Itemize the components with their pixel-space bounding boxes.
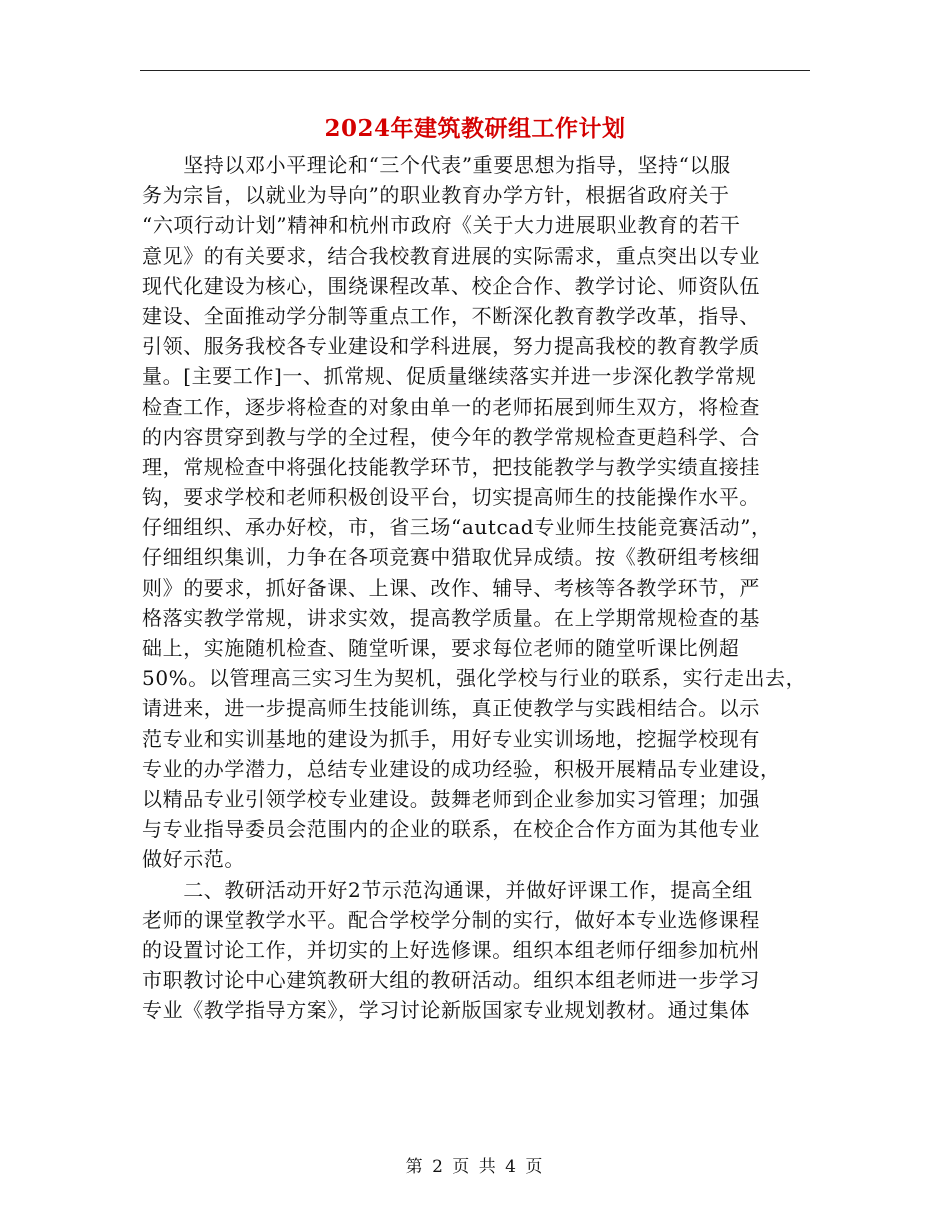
body-line: 以精品专业引领学校专业建设。鼓舞老师到企业参加实习管理；加强	[142, 786, 760, 811]
body-line: 的设置讨论工作，并切实的上好选修课。组织本组老师仔细参加杭州	[142, 937, 760, 962]
body-line: 检查工作，逐步将检查的对象由单一的老师拓展到师生双方，将检查	[142, 394, 760, 419]
body-line: 市职教讨论中心建筑教研大组的教研活动。组织本组老师进一步学习	[142, 968, 760, 993]
body-line: 务为宗旨，以就业为导向”的职业教育办学方针，根据省政府关于	[142, 183, 730, 208]
page-number-footer: 第 2 页 共 4 页	[405, 1157, 545, 1177]
body-line: 二、教研活动开好2节示范沟通课，并做好评课工作，提高全组	[142, 877, 753, 902]
document-title: 2024年建筑教研组工作计划	[324, 115, 626, 142]
body-line: 础上，实施随机检查、随堂听课，要求每位老师的随堂听课比例超	[142, 636, 740, 660]
body-line: 专业《教学指导方案》，学习讨论新版国家专业规划教材。通过集体	[142, 998, 750, 1023]
header-rule	[140, 70, 810, 71]
body-line: 仔细组织、承办好校，市，省三场“autcad专业师生技能竞赛活动”，	[142, 515, 772, 540]
body-line: 引领、服务我校各专业建设和学科进展，努力提高我校的教育教学质	[142, 334, 760, 359]
body-line: 则》的要求，抓好备课、上课、改作、辅导、考核等各教学环节，严	[142, 575, 760, 600]
body-line: 请进来，进一步提高师生技能训练，真正使教学与实践相结合。以示	[142, 696, 760, 721]
body-line: 格落实教学常规，讲求实效，提高教学质量。在上学期常规检查的基	[142, 605, 760, 630]
body-line: 坚持以邓小平理论和“三个代表”重要思想为指导，坚持“以服	[142, 153, 731, 177]
body-line: 钩，要求学校和老师积极创设平台，切实提高师生的技能操作水平。	[142, 485, 760, 510]
document-body	[142, 150, 822, 1025]
body-line: 意见》的有关要求，结合我校教育进展的实际需求，重点突出以专业	[142, 243, 760, 268]
body-line: 老师的课堂教学水平。配合学校学分制的实行，做好本专业选修课程	[142, 907, 760, 932]
body-line: 的内容贯穿到教与学的全过程，使今年的教学常规检查更趋科学、合	[142, 424, 760, 449]
body-line: 做好示范。	[142, 847, 245, 872]
body-line: 与专业指导委员会范围内的企业的联系，在校企合作方面为其他专业	[142, 817, 760, 842]
body-line: 理，常规检查中将强化技能教学环节，把技能教学与教学实绩直接挂	[142, 454, 760, 479]
body-line: 量。[主要工作]一、抓常规、促质量继续落实并进一步深化教学常规	[142, 364, 757, 389]
body-line: 范专业和实训基地的建设为抓手，用好专业实训场地，挖掘学校现有	[142, 726, 760, 751]
body-line: 专业的办学潜力，总结专业建设的成功经验，积极开展精品专业建设，	[142, 756, 781, 781]
body-line: 建设、全面推动学分制等重点工作，不断深化教育教学改革，指导、	[142, 303, 760, 328]
body-line: 仔细组织集训，力争在各项竞赛中猎取优异成绩。按《教研组考核细	[142, 545, 760, 570]
body-line: “六项行动计划”精神和杭州市政府《关于大力进展职业教育的若干	[142, 213, 741, 238]
body-line: 50%。以管理高三实习生为契机，强化学校与行业的联系，实行走出去，	[142, 666, 807, 691]
body-line: 现代化建设为核心，围绕课程改革、校企合作、教学讨论、师资队伍	[142, 273, 760, 298]
